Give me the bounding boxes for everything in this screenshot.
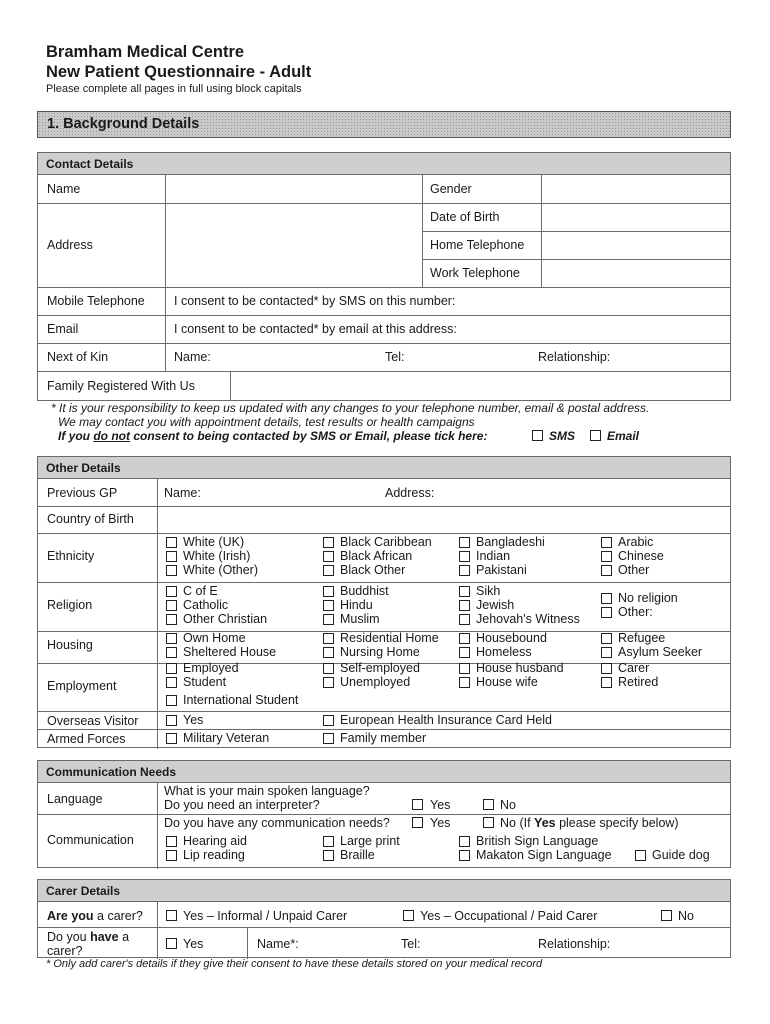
country-of-birth-label: Country of Birth xyxy=(47,512,134,526)
communication-needs-table: Communication Needs Language What is your main spoken language? Do you need an interpreter? Yes No Communication Do you have any communication needs? Yes No (If Yes please specify below) Hearing aid Lip reading Large print Braille British Sign Language Makaton Sign Language Guide dog xyxy=(37,760,731,868)
optout-email-label: Email xyxy=(607,429,640,443)
optout-note: If you do not consent to being contacted by SMS or Email, please tick here: xyxy=(58,429,488,443)
gender-label: Gender xyxy=(430,182,472,196)
other-details-table: Other Details Previous GP Name: Address: Country of Birth Ethnicity White (UK) White (Irish) White (Other) Black Caribbean Black African Black Other Bangladeshi Indian Pakistani Arabic Chinese Other Religion C of E Catholic Other Christian Buddhist Hindu Muslim Sikh Jewish Jehovah's Witness No religion Other: Housing Own Home Sheltered House Residential Home Nursing Home Housebound Homeless Refugee Asylum Seeker Employment Employed Student International Student Self-employed Unemployed House husband House wife Carer Retired Overseas Visitor Yes European Health Insurance Card Held Armed Forces Military Veteran Family member xyxy=(37,456,731,748)
dob-field[interactable] xyxy=(543,205,730,230)
mobile-label: Mobile Telephone xyxy=(47,294,145,308)
form-title: New Patient Questionnaire - Adult xyxy=(46,63,312,81)
carer-details-header xyxy=(38,880,730,902)
home-telephone-label: Home Telephone xyxy=(430,238,525,252)
sms-consent-field[interactable]: I consent to be contacted* by SMS on this number: xyxy=(174,294,456,308)
next-of-kin-label: Next of Kin xyxy=(47,350,109,364)
nok-name-field[interactable]: Name: xyxy=(174,350,211,364)
nok-relationship-field[interactable]: Relationship: xyxy=(538,350,611,364)
contact-details-header xyxy=(38,153,730,175)
section-title: 1. Background Details xyxy=(47,116,200,132)
carer-footnote: * Only add carer's details if they give their consent to have these details stored on your medical record xyxy=(46,958,543,970)
section-header xyxy=(37,111,731,138)
gp-address-field[interactable]: Address: xyxy=(385,486,435,500)
address-label: Address xyxy=(47,238,93,252)
practice-name: Bramham Medical Centre xyxy=(46,43,245,61)
have-carer-label-cont: carer? xyxy=(47,944,83,958)
family-registered-field[interactable] xyxy=(232,373,730,400)
optout-sms-label: SMS xyxy=(549,429,576,443)
gp-name-field[interactable]: Name: xyxy=(164,486,201,500)
carer-name-field[interactable]: Name*: xyxy=(257,937,299,951)
contact-details-table xyxy=(37,152,731,401)
previous-gp-label: Previous GP xyxy=(47,486,118,500)
communication-needs-question: Do you have any communication needs? xyxy=(164,816,390,830)
optout-sms-checkbox[interactable] xyxy=(532,430,543,441)
work-telephone-field[interactable] xyxy=(543,261,730,286)
address-field[interactable] xyxy=(167,205,421,286)
religion-label: Religion xyxy=(47,598,93,612)
name-field[interactable] xyxy=(167,177,421,202)
main-language-question: What is your main spoken language? xyxy=(164,784,370,798)
email-consent-field[interactable]: I consent to be contacted* by email at this address: xyxy=(174,322,457,336)
dob-label: Date of Birth xyxy=(430,210,500,224)
language-label: Language xyxy=(47,792,103,806)
other-details-heading: Other Details xyxy=(46,461,121,475)
responsibility-note: * It is your responsibility to keep us updated with any changes to your telephone number, email & postal address. xyxy=(51,401,650,415)
form-instruction: Please complete all pages in full using block capitals xyxy=(46,83,302,95)
gender-field[interactable] xyxy=(543,177,730,202)
country-of-birth-field[interactable] xyxy=(159,508,730,532)
contact-details-heading: Contact Details xyxy=(46,157,134,171)
nok-tel-field[interactable]: Tel: xyxy=(385,350,405,364)
communication-label: Communication xyxy=(47,833,134,847)
housing-label: Housing xyxy=(47,638,93,652)
ethnicity-label: Ethnicity xyxy=(47,549,95,563)
are-you-carer-label: Are you a carer? xyxy=(47,909,143,923)
carer-details-heading: Carer Details xyxy=(46,884,121,898)
work-telephone-label: Work Telephone xyxy=(430,266,520,280)
armed-forces-label: Armed Forces xyxy=(47,732,126,746)
employment-label: Employment xyxy=(47,679,117,693)
carer-details-table: Carer Details Are you a carer? Yes – Informal / Unpaid Carer Yes – Occupational / Paid Carer No Do you have a carer? Yes Name*: Tel: Relationship: xyxy=(37,879,731,958)
carer-relationship-field[interactable]: Relationship: xyxy=(538,937,611,951)
carer-tel-field[interactable]: Tel: xyxy=(401,937,421,951)
interpreter-question: Do you need an interpreter? xyxy=(164,798,320,812)
contact-note: We may contact you with appointment details, test results or health campaigns xyxy=(58,415,475,429)
home-telephone-field[interactable] xyxy=(543,233,730,258)
other-details-header xyxy=(38,457,730,479)
communication-needs-heading: Communication Needs xyxy=(46,765,177,779)
email-label: Email xyxy=(47,322,79,336)
family-registered-label: Family Registered With Us xyxy=(47,379,195,393)
optout-email-checkbox[interactable] xyxy=(590,430,601,441)
communication-needs-header xyxy=(38,761,730,783)
have-carer-label: Do you have a xyxy=(47,930,130,944)
name-label: Name xyxy=(47,182,81,196)
overseas-visitor-label: Overseas Visitor xyxy=(47,714,139,728)
